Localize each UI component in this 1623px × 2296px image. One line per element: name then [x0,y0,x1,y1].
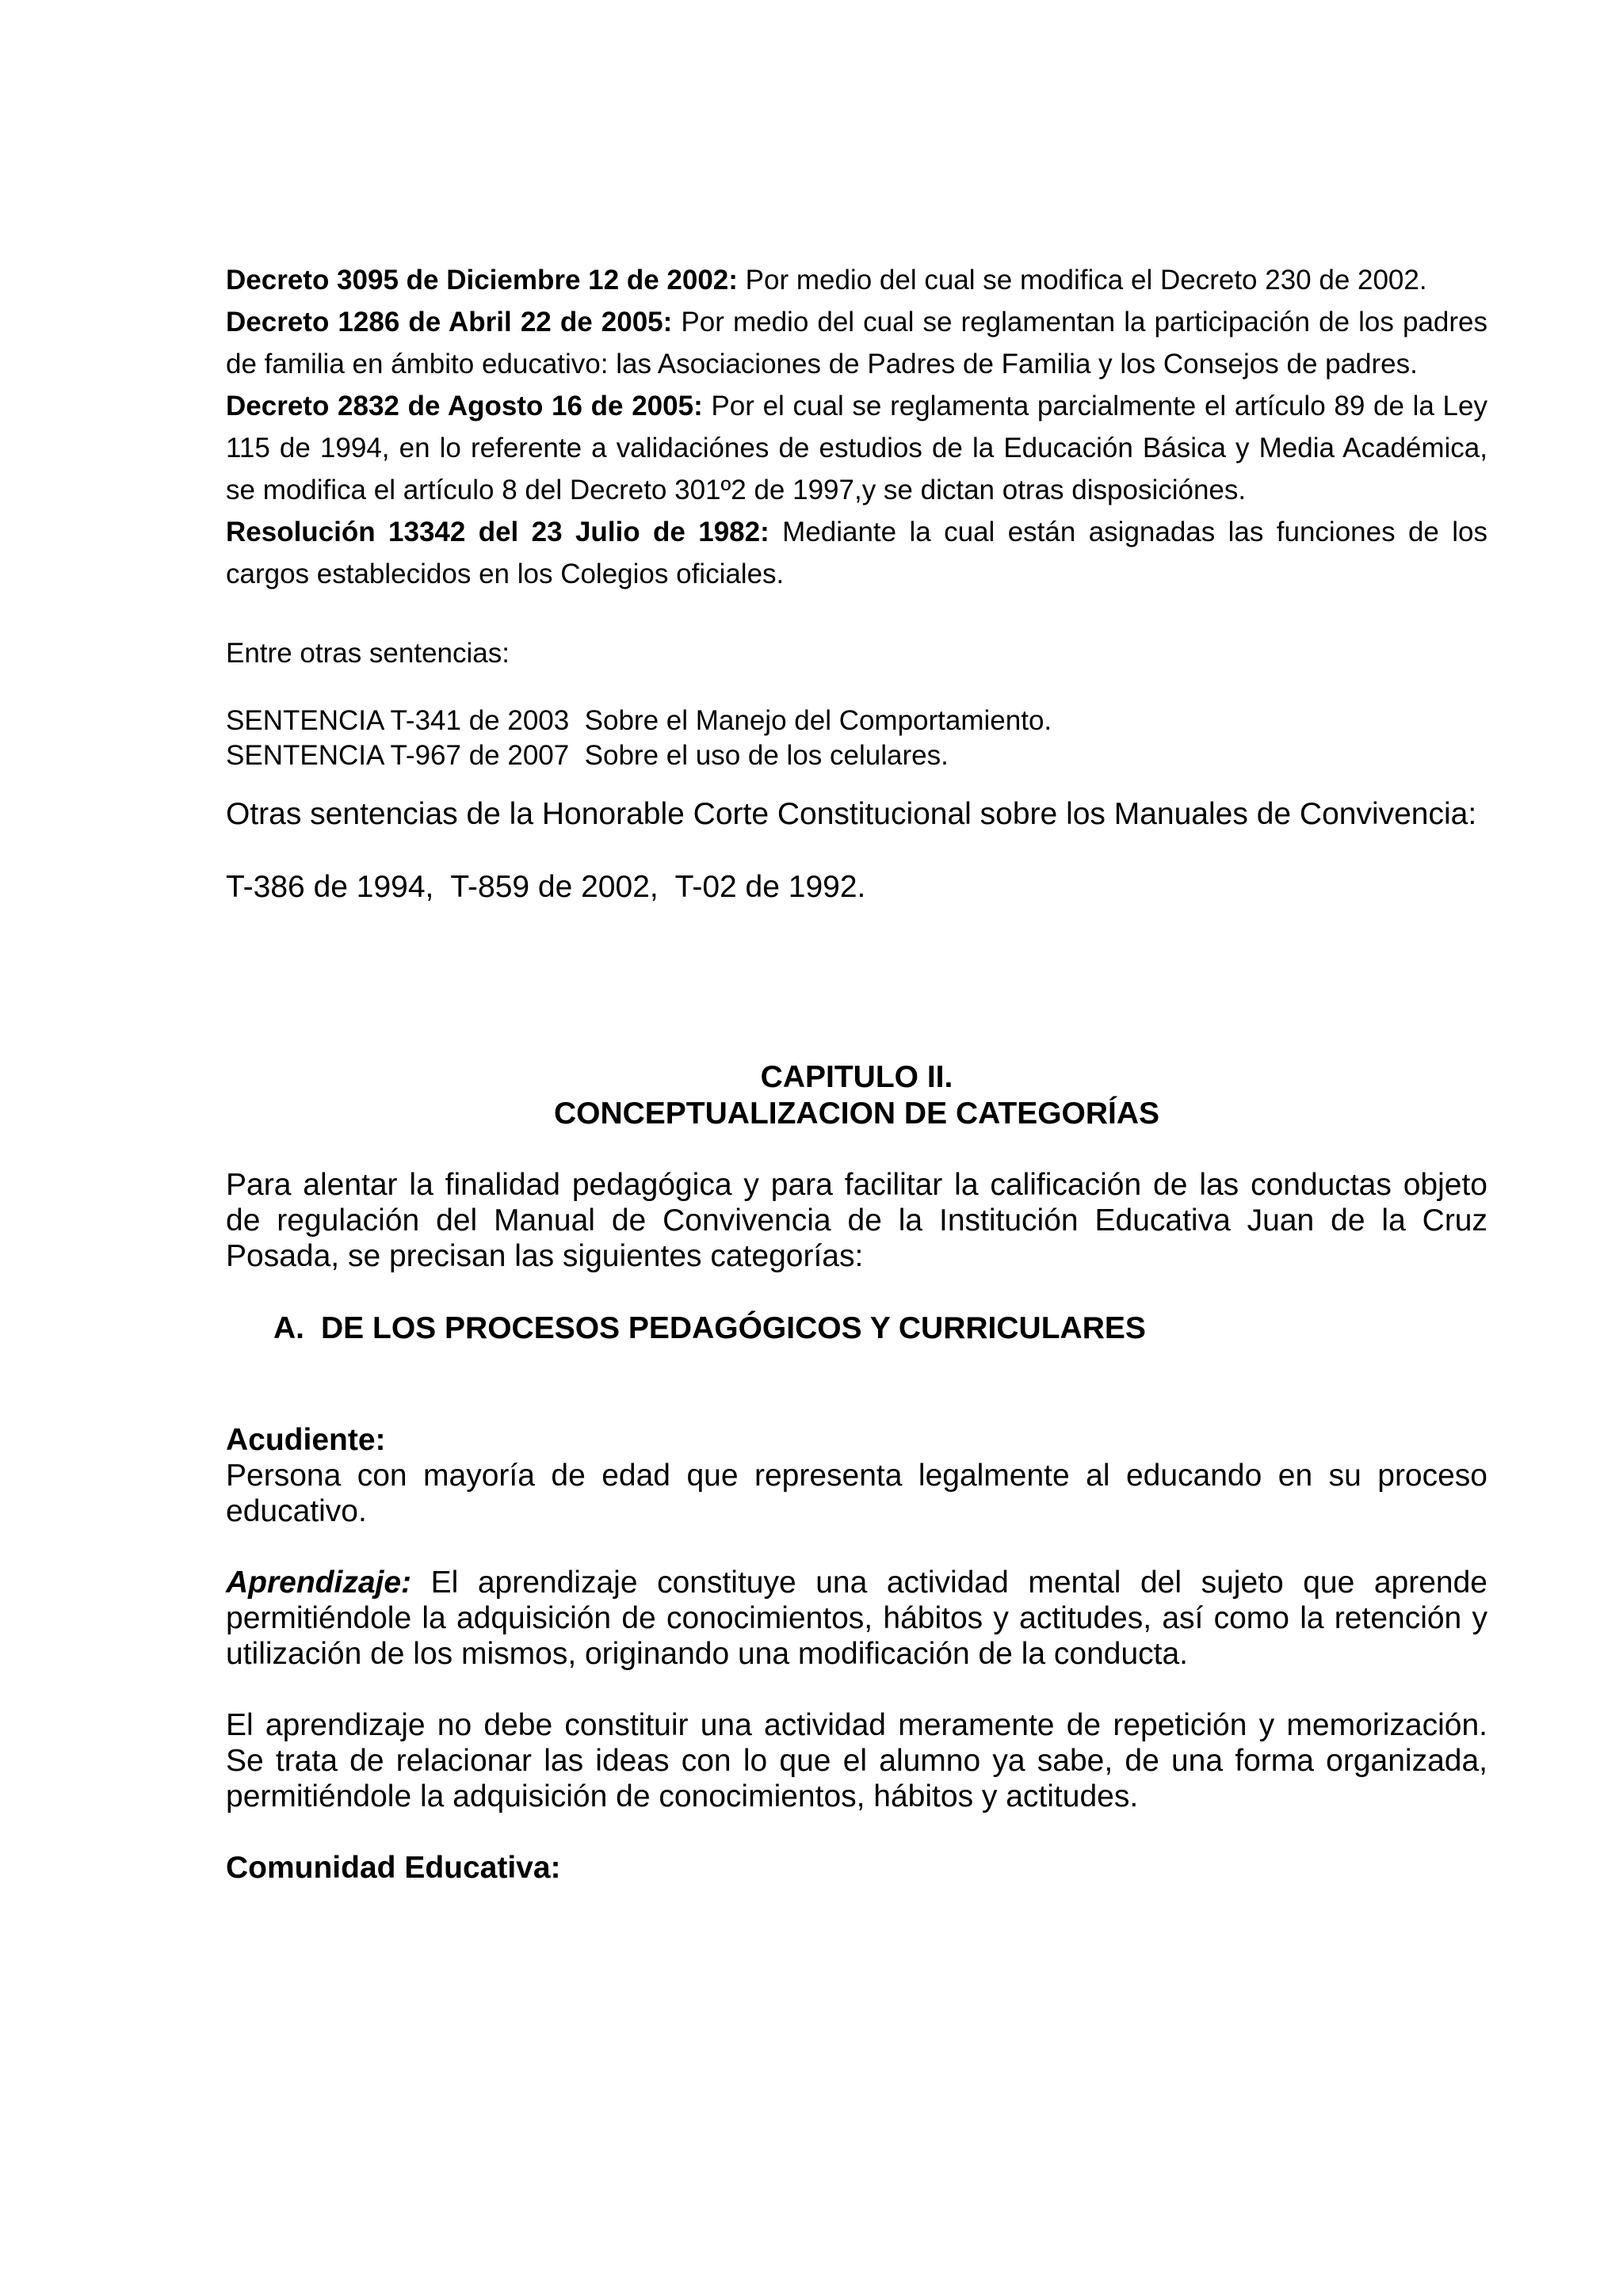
decree-title: Decreto 2832 de Agosto 16 de 2005: [226,391,703,421]
aprendizaje-paragraph-2: El aprendizaje no debe constituir una actividad meramente de repetición y memorización. Se trata de relacionar las ideas con lo que el alumno ya sabe, de una forma organizada, permitiéndole la adquisición de conocimientos, hábitos y actitudes. [226,1708,1487,1814]
chapter-heading [226,1059,1487,1132]
term-definition: Persona con mayoría de edad que representa legalmente al educando en su proceso educativo. [226,1459,1487,1528]
term-heading: Aprendizaje: [226,1566,412,1600]
sentencias-intro: Entre otras sentencias: [226,638,510,669]
section-a-heading [273,1310,1487,1346]
decree-text: Por el cual se reglamenta parcialmente el artículo 89 de la Ley 115 de 1994, en lo referente a validaciónes de estudios de la Educación Básica y Media Académica, se modifica el artículo 8 del Decreto 301º2 de 1997,y se dictan otras disposiciónes. [226,391,1487,505]
decree-1286 [226,301,1487,385]
aprendizaje-entry [226,1565,1487,1672]
list-item: SENTENCIA T-967 de 2007 Sobre el uso de los celulares. [226,740,949,771]
term-heading: Acudiente: [226,1423,386,1457]
acudiente-entry [226,1422,1487,1529]
decree-title: Decreto 3095 de Diciembre 12 de 2002: [226,265,738,296]
term-paragraph [226,1565,1487,1672]
otras-sentencias: Otras sentencias de la Honorable Corte Constitucional sobre los Manuales de Convivencia: [226,797,1477,831]
list-item: SENTENCIA T-341 de 2003 Sobre el Manejo del Comportamiento. [226,705,1052,736]
t-sentencias-list: T-386 de 1994, T-859 de 2002, T-02 de 1992. [226,870,866,904]
resolution-13342 [226,511,1487,595]
decree-text: Mediante la cual están asignadas las funciones de los cargos establecidos en los Colegios oficiales. [226,517,1488,589]
term-definition: El aprendizaje constituye una actividad mental del sujeto que aprende permitiéndole la adquisición de conocimientos, hábitos y actitudes, así como la retención y utilización de los mismos, originando una modificación de la conducta. [226,1566,1487,1671]
categorias-intro: Para alentar la finalidad pedagógica y para facilitar la calificación de las conductas objeto de regulación del Manual de Convivencia de la Institución Educativa Juan de la Cruz Posada, se precisan las siguientes categorías: [226,1168,1487,1273]
chapter-title: CONCEPTUALIZACION DE CATEGORÍAS [553,1097,1160,1131]
decree-text: Por medio del cual se modifica el Decreto 230 de 2002. [737,265,1427,296]
chapter-number: CAPITULO II. [760,1060,953,1094]
document-page [226,259,1487,1886]
section-title: DE LOS PROCESOS PEDAGÓGICOS Y CURRICULARES [321,1311,1146,1345]
decree-text: Por medio del cual se reglamentan la participación de los padres de familia en ámbito educativo: las Asociaciones de Padres de Familia y los Consejos de padres. [226,307,1487,379]
decree-title: Resolución 13342 del 23 Julio de 1982: [226,517,769,547]
sentencias-list [226,704,1487,773]
decree-title: Decreto 1286 de Abril 22 de 2005: [226,307,673,338]
decree-3095 [226,259,1487,301]
decree-2832 [226,385,1487,511]
comunidad-heading: Comunidad Educativa: [226,1851,561,1885]
section-letter: A. [273,1311,304,1345]
